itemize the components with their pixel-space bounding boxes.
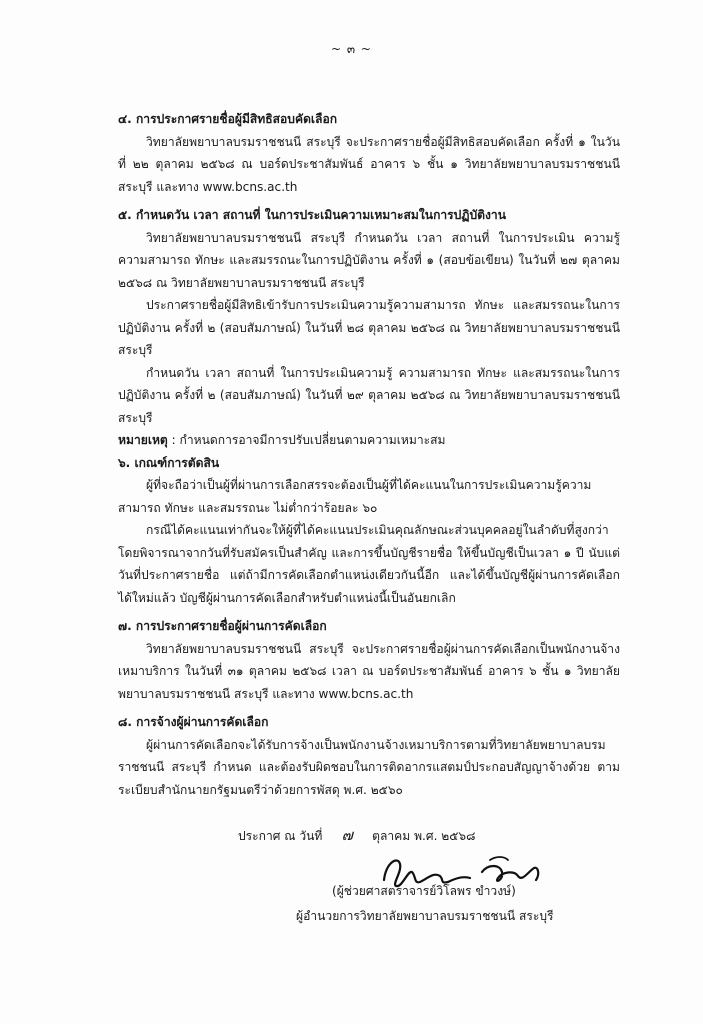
signer-title: ผู้อำนวยการวิทยาลัยพยาบาลบรมราชชนนี สระบุรี	[296, 909, 554, 923]
section-8	[118, 711, 620, 801]
section-paragraph: ประกาศรายชื่อผู้มีสิทธิเข้ารับการประเมินความรู้ความสามารถ ทักษะ และสมรรถนะในการปฏิบัติงาน ครั้งที่ ๒ (สอบสัมภาษณ์) ในวันที่ ๒๘ ตุลาคม ๒๕๖๘ ณ วิทยาลัยพยาบาลบรมราชชนนี สระบุรี	[118, 298, 621, 357]
section-paragraph: กรณีได้คะแนนเท่ากันจะให้ผู้ที่ได้คะแนนประเมินคุณลักษณะส่วนบุคคลอยู่ในลำดับที่สูงกว่า โดยพิจารณาจากวันที่รับสมัครเป็นสำคัญ และการขึ้นบัญชีรายชื่อ ให้ขึ้นบัญชีเป็นเวลา ๑ ปี นับแต่วันที่ประกาศรายชื่อ แต่ถ้ามีการคัดเลือกตำแหน่งเดียวกันนี้อีก และได้ขึ้นบัญชีผู้ผ่านการคัดเลือกได้ใหม่แล้ว บัญชีผู้ผ่านการคัดเลือกสำหรับตำแหน่งนี้เป็นอันยกเลิก	[118, 523, 620, 605]
section-6	[118, 452, 620, 610]
section-paragraph: ผู้ผ่านการคัดเลือกจะได้รับการจ้างเป็นพนักงานจ้างเหมาบริการตามที่วิทยาลัยพยาบาลบรมราชชนนี สระบุรี กำหนด และต้องรับผิดชอบในการติดอากรแสตมป์ประกอบสัญญาจ้างด้วย ตามระเบียบสำนักนายกรัฐมนตรีว่าด้วยการพัสดุ พ.ศ. ๒๕๖๐	[118, 737, 620, 797]
note-label: หมายเหตุ	[118, 433, 168, 447]
announcement-day: ๗	[341, 826, 353, 844]
section-heading: ๗. การประกาศรายชื่อผู้ผ่านการคัดเลือก	[118, 619, 327, 633]
section-paragraph: ผู้ที่จะถือว่าเป็นผู้ที่ผ่านการเลือกสรรจะต้องเป็นผู้ที่ได้คะแนนในการประเมินความรู้ความสามารถ ทักษะ และสมรรถนะ ไม่ต่ำกว่าร้อยละ ๖๐	[118, 478, 592, 515]
document-body	[118, 108, 620, 801]
section-heading: ๕. กำหนดวัน เวลา สถานที่ ในการประเมินความเหมาะสมในการปฏิบัติงาน	[118, 208, 506, 222]
section-heading: ๖. เกณฑ์การตัดสิน	[118, 455, 220, 470]
section-5	[118, 204, 620, 452]
section-4	[118, 108, 620, 198]
note	[118, 429, 620, 452]
note-text: : กำหนดการอาจมีการปรับเปลี่ยนตามความเหมาะสม	[167, 433, 446, 447]
section-paragraph: กำหนดวัน เวลา สถานที่ ในการประเมินความรู้ ความสามารถ ทักษะ และสมรรถนะในการปฏิบัติงาน ครั้งที่ ๒ (สอบสัมภาษณ์) ในวันที่ ๒๙ ตุลาคม ๒๕๖๘ ณ วิทยาลัยพยาบาลบรมราชชนนี สระบุรี	[118, 365, 620, 425]
page-number: ~ ๓ ~	[331, 42, 372, 56]
section-paragraph: วิทยาลัยพยาบาลบรมราชชนนี สระบุรี กำหนดวัน เวลา สถานที่ ในการประเมิน ความรู้ ความสามารถ ทักษะ และสมรรถนะในการปฏิบัติงาน ครั้งที่ ๑ (สอบข้อเขียน) ในวันที่ ๒๗ ตุลาคม ๒๕๖๘ ณ วิทยาลัยพยาบาลบรมราชชนนี สระบุรี	[118, 230, 620, 290]
announcement-prefix: ประกาศ ณ วันที่	[238, 829, 323, 843]
announcement-date	[238, 823, 475, 847]
section-heading: ๘. การจ้างผู้ผ่านการคัดเลือก	[118, 715, 269, 729]
signer-name: (ผู้ช่วยศาสตราจารย์วิโลพร ขำวงษ์)	[332, 884, 516, 898]
announcement-suffix: ตุลาคม พ.ศ. ๒๕๖๘	[372, 829, 476, 843]
section-paragraph: วิทยาลัยพยาบาลบรมราชชนนี สระบุรี จะประกาศรายชื่อผู้มีสิทธิสอบคัดเลือก ครั้งที่ ๑ ในวันที่ ๒๒ ตุลาคม ๒๕๖๘ ณ บอร์ดประชาสัมพันธ์ อาคาร ๖ ชั้น ๑ วิทยาลัยพยาบาลบรมราชชนนี สระบุรี และทาง www.bcns.ac.th	[118, 134, 620, 194]
section-7	[118, 615, 620, 705]
section-paragraph: วิทยาลัยพยาบาลบรมราชชนนี สระบุรี จะประกาศรายชื่อผู้ผ่านการคัดเลือกเป็นพนักงานจ้างเหมาบริการ ในวันที่ ๓๑ ตุลาคม ๒๕๖๘ เวลา ณ บอร์ดประชาสัมพันธ์ อาคาร ๖ ชั้น ๑ วิทยาลัยพยาบาลบรมราชชนนี สระบุรี และทาง www.bcns.ac.th	[118, 641, 620, 701]
section-heading: ๔. การประกาศรายชื่อผู้มีสิทธิสอบคัดเลือก	[118, 112, 338, 126]
